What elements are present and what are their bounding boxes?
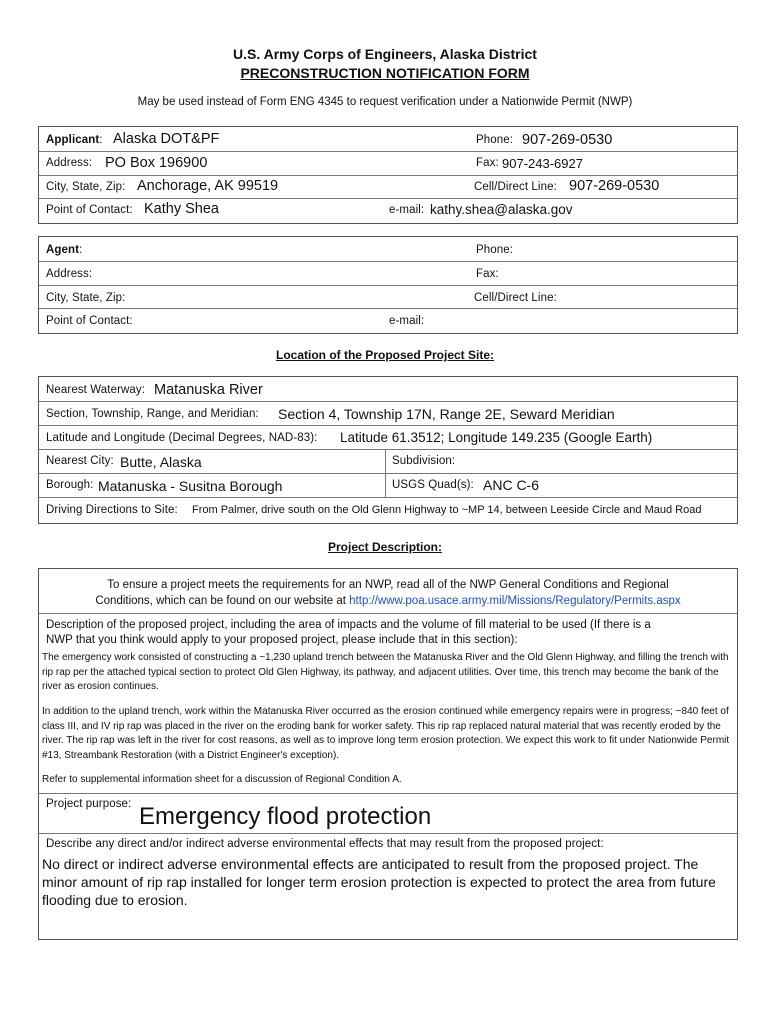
divider bbox=[39, 497, 737, 498]
project-section-title: Project Description: bbox=[327, 540, 443, 554]
applicant-address-label: Address: bbox=[46, 157, 93, 169]
divider bbox=[39, 833, 737, 834]
applicant-fax-label: Fax: bbox=[476, 157, 499, 169]
divider bbox=[39, 285, 737, 286]
divider bbox=[39, 261, 737, 262]
applicant-address[interactable]: PO Box 196900 bbox=[105, 155, 208, 171]
borough-value[interactable]: Matanuska - Susitna Borough bbox=[98, 478, 283, 494]
effects-label: Describe any direct and/or indirect adverse environmental effects that may result from the proposed project: bbox=[46, 838, 604, 850]
applicant-name[interactable]: Alaska DOT&PF bbox=[113, 131, 220, 147]
divider bbox=[39, 175, 737, 176]
latlon-value[interactable]: Latitude 61.3512; Longitude 149.235 (Google Earth) bbox=[340, 430, 653, 445]
divider bbox=[39, 473, 737, 474]
effects-value[interactable]: No direct or indirect adverse environmental effects are anticipated to result from the proposed project. The minor amount of rip rap installed for longer term erosion protection is expected to protect the area from future flooding due to erosion. bbox=[42, 856, 716, 908]
divider bbox=[385, 449, 386, 473]
desc-label-line-2: NWP that you think would apply to your proposed project, please include that in this section): bbox=[46, 634, 518, 646]
divider bbox=[39, 425, 737, 426]
applicant-label: Applicant: bbox=[46, 134, 103, 146]
project-box bbox=[38, 568, 738, 940]
applicant-fax[interactable]: 907-243-6927 bbox=[502, 156, 583, 171]
purpose-label: Project purpose: bbox=[46, 798, 132, 810]
agent-fax-label: Fax: bbox=[476, 268, 499, 280]
divider bbox=[385, 473, 386, 497]
form-org: U.S. Army Corps of Engineers, Alaska District bbox=[233, 46, 537, 62]
applicant-cell[interactable]: 907-269-0530 bbox=[569, 178, 660, 194]
applicant-phone[interactable]: 907-269-0530 bbox=[522, 132, 613, 148]
directions-label: Driving Directions to Site: bbox=[46, 504, 178, 516]
divider bbox=[39, 793, 737, 794]
divider bbox=[39, 151, 737, 152]
str-label: Section, Township, Range, and Meridian: bbox=[46, 408, 259, 420]
divider bbox=[39, 308, 737, 309]
agent-box bbox=[38, 236, 738, 334]
divider bbox=[39, 449, 737, 450]
form-subtitle: May be used instead of Form ENG 4345 to request verification under a Nationwide Permit (NWP) bbox=[137, 96, 633, 108]
agent-label: Agent: bbox=[46, 244, 83, 256]
applicant-box bbox=[38, 126, 738, 224]
subdivision-label: Subdivision: bbox=[392, 455, 456, 467]
desc-paragraph-2[interactable]: In addition to the upland trench, work within the Matanuska River occurred as the erosion continued while emergency repairs were in progress; ~840 feet of class III, and IV rip rap was placed in the river on the eroding bank for worker safety. This rip rap replaced natural material that was recently eroded by the river. The rip rap was left in the river for cost reasons, as well as to improve long term erosion protection. We expect this work to fit under Nationwide Permit #13, Streambank Restoration (with a District Engineer's exception). bbox=[42, 706, 730, 761]
latlon-label: Latitude and Longitude (Decimal Degrees, NAD-83): bbox=[46, 432, 318, 444]
agent-poc-label: Point of Contact: bbox=[46, 315, 133, 327]
desc-paragraph-3[interactable]: Refer to supplemental information sheet for a discussion of Regional Condition A. bbox=[42, 774, 402, 785]
nearest-city-value[interactable]: Butte, Alaska bbox=[120, 454, 202, 470]
divider bbox=[39, 401, 737, 402]
applicant-poc[interactable]: Kathy Shea bbox=[144, 201, 219, 217]
str-value[interactable]: Section 4, Township 17N, Range 2E, Seward Meridian bbox=[278, 406, 615, 422]
applicant-email[interactable]: kathy.shea@alaska.gov bbox=[430, 202, 573, 217]
waterway-value[interactable]: Matanuska River bbox=[154, 382, 263, 398]
agent-city-label: City, State, Zip: bbox=[46, 292, 126, 304]
applicant-city[interactable]: Anchorage, AK 99519 bbox=[137, 178, 279, 194]
nearest-city-label: Nearest City: bbox=[46, 455, 114, 467]
waterway-label: Nearest Waterway: bbox=[46, 384, 146, 396]
regulatory-permits-link[interactable]: http://www.poa.usace.army.mil/Missions/Regulatory/Permits.aspx bbox=[349, 595, 681, 607]
divider bbox=[39, 198, 737, 199]
desc-paragraph-1[interactable]: The emergency work consisted of constructing a ~1,230 upland trench between the Matanuska River and the Old Glenn Highway, and filling the trench with rip rap per the attached typical section to protect Old Glen Highway, its pathway, and adjacent utilities. Over time, this trench may become the bank of the river as erosion continues. bbox=[42, 652, 729, 692]
location-box bbox=[38, 376, 738, 524]
quad-value[interactable]: ANC C-6 bbox=[483, 477, 540, 493]
form-title: PRECONSTRUCTION NOTIFICATION FORM bbox=[240, 65, 530, 81]
desc-label-line-1: Description of the proposed project, including the area of impacts and the volume of fill material to be used (If there is a bbox=[46, 619, 651, 631]
applicant-poc-label: Point of Contact: bbox=[46, 204, 133, 216]
quad-label: USGS Quad(s): bbox=[392, 479, 474, 491]
applicant-city-label: City, State, Zip: bbox=[46, 181, 126, 193]
directions-value[interactable]: From Palmer, drive south on the Old Glenn Highway to ~MP 14, between Leeside Circle and Maud Road bbox=[192, 504, 702, 516]
applicant-cell-label: Cell/Direct Line: bbox=[474, 181, 557, 193]
agent-phone-label: Phone: bbox=[476, 244, 514, 256]
location-section-title: Location of the Proposed Project Site: bbox=[275, 348, 495, 362]
applicant-phone-label: Phone: bbox=[476, 134, 514, 146]
agent-address-label: Address: bbox=[46, 268, 93, 280]
borough-label: Borough: bbox=[46, 479, 94, 491]
intro-line-1: To ensure a project meets the requirements for an NWP, read all of the NWP General Conditions and Regional bbox=[107, 579, 669, 591]
purpose-value[interactable]: Emergency flood protection bbox=[139, 803, 432, 830]
divider bbox=[39, 613, 737, 614]
applicant-email-label: e-mail: bbox=[389, 204, 425, 216]
agent-cell-label: Cell/Direct Line: bbox=[474, 292, 557, 304]
agent-email-label: e-mail: bbox=[389, 315, 425, 327]
intro-line-2: Conditions, which can be found on our website at http://www.poa.usace.army.mil/Missions/Regulatory/Permits.aspx bbox=[95, 595, 681, 607]
